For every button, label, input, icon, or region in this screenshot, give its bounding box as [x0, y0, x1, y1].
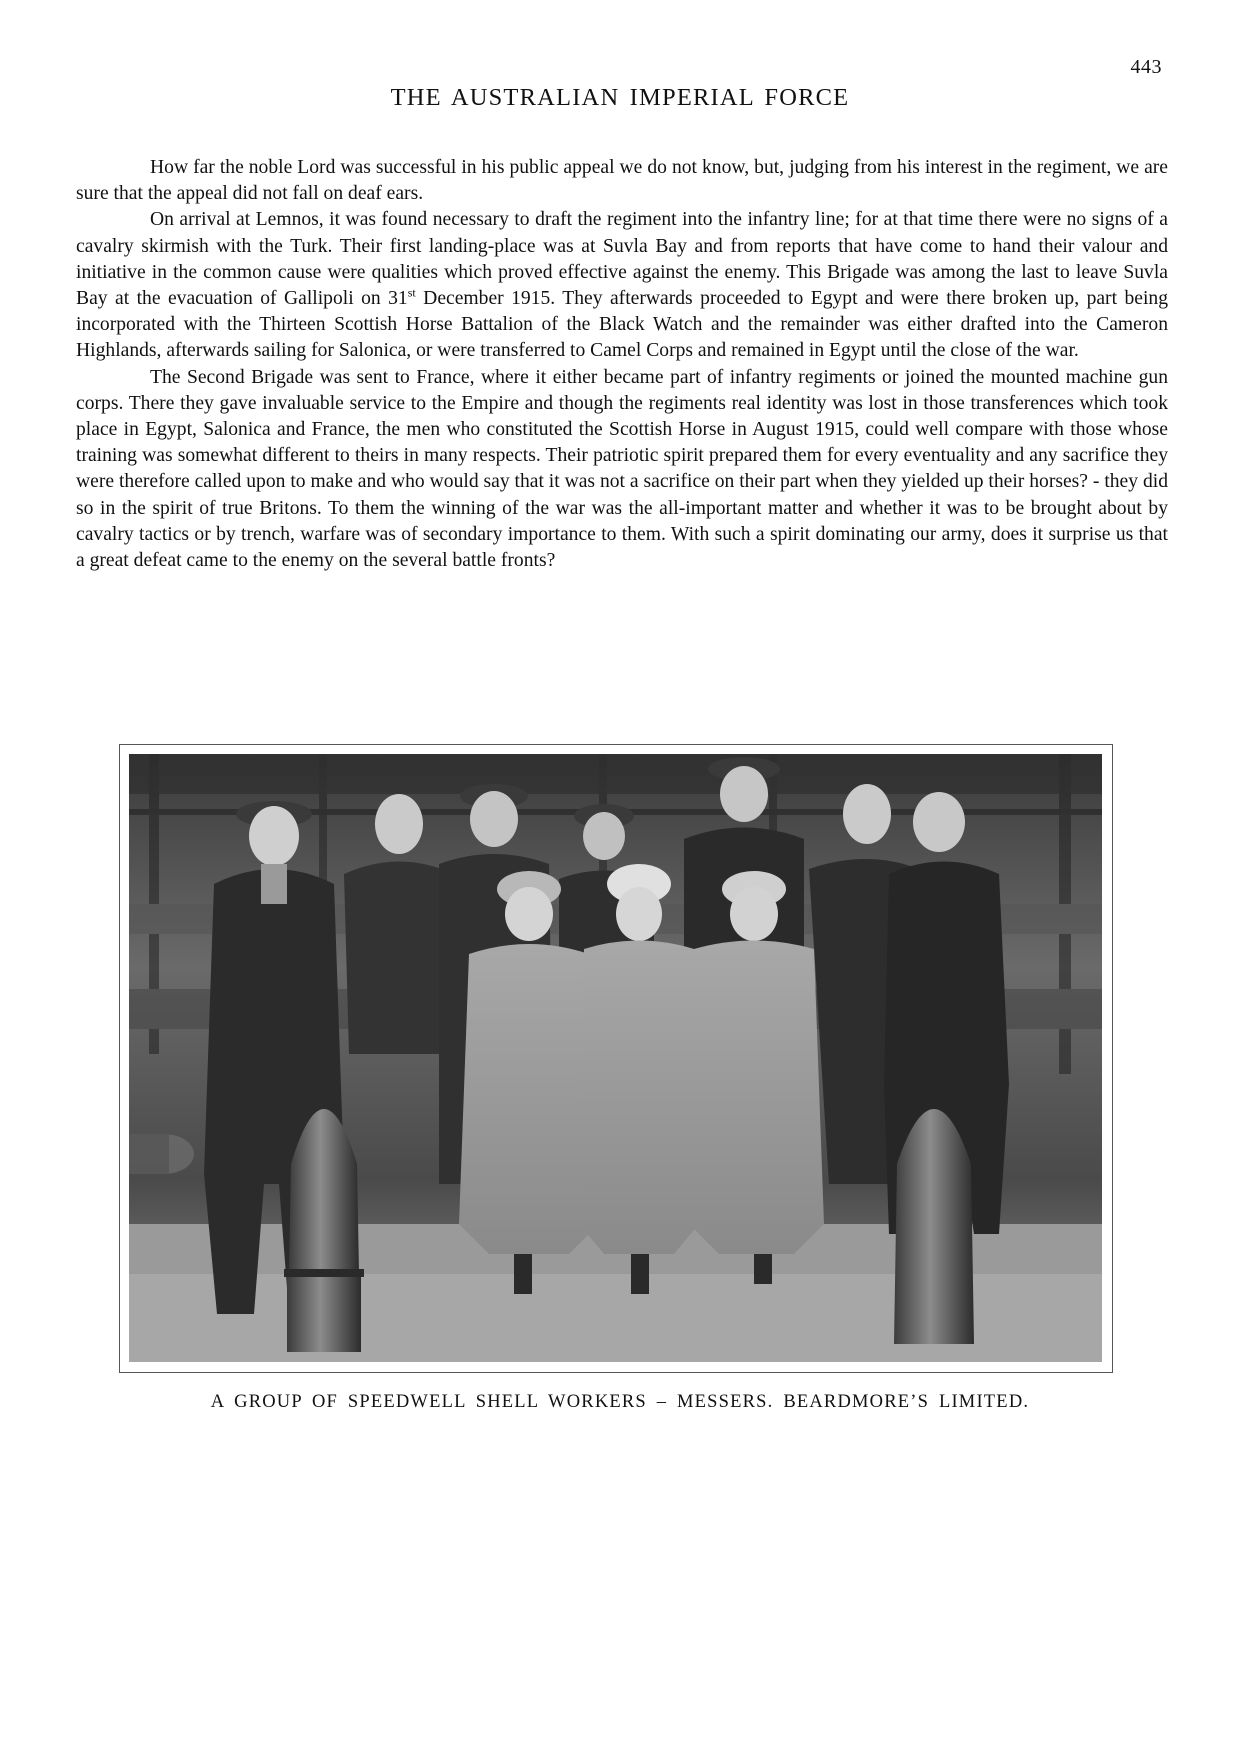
page-number: 443 — [1130, 56, 1162, 78]
date-superscript: st — [407, 285, 416, 300]
figure-caption: A GROUP OF SPEEDWELL SHELL WORKERS – MESSERS. BEARDMORE’S LIMITED. — [210, 1392, 1030, 1412]
group-photograph — [129, 754, 1102, 1362]
body-text — [76, 155, 1168, 574]
running-title: THE AUSTRALIAN IMPERIAL FORCE — [390, 84, 850, 111]
photo-frame — [119, 744, 1113, 1373]
paragraph-3: The Second Brigade was sent to France, where it either became part of infantry regiments or joined the mounted machine gun corps. There they gave invaluable service to the Empire and though the regiments real identity was lost in those transferences which took place in Egypt, Salonica and France, the men who constituted the Scottish Horse in August 1915, could well compare with those whose training was somewhat different to theirs in many respects. Their patriotic spirit prepared them for every eventuality and any sacrifice they were therefore called upon to make and who would say that it was not a sacrifice on their part when they yielded up their horses? - they did so in the spirit of true Britons. To them the winning of the war was the all-important matter and whether it was to be brought about by cavalry tactics or by trench, warfare was of secondary importance to them. With such a spirit dominating our army, does it surprise us that a great defeat came to the enemy on the several battle fronts? — [76, 366, 1168, 572]
paragraph-2 — [76, 207, 1168, 364]
paragraph-1: How far the noble Lord was successful in his public appeal we do not know, but, judging from his interest in the regiment, we are sure that the appeal did not fall on deaf ears. — [76, 157, 1168, 205]
artillery-shell-right — [894, 1109, 974, 1344]
paragraph-2-text: On arrival at Lemnos, it was found necessary to draft the regiment into the infantry line; for at that time there were no signs of a cavalry skirmish with the Turk. Their first landing-place was at Suvla Bay and from reports that have come to hand their valour and initiative in the common cause were qualities which proved effective against the enemy. This Brigade was among the last to leave Suvla Bay at the evacuation of Gallipoli on 31 — [76, 209, 1168, 310]
fallen-shell — [129, 1134, 194, 1174]
paragraph-2-continuation: December 1915. They afterwards proceeded to Egypt and were there broken up, part being incorporated with the Thirteen Scottish Horse Battalion of the Black Watch and the remainder was either drafted into the Cameron Highlands, afterwards sailing for Salonica, or were transferred to Camel Corps and remained in Egypt until the close of the war. — [76, 288, 1168, 362]
